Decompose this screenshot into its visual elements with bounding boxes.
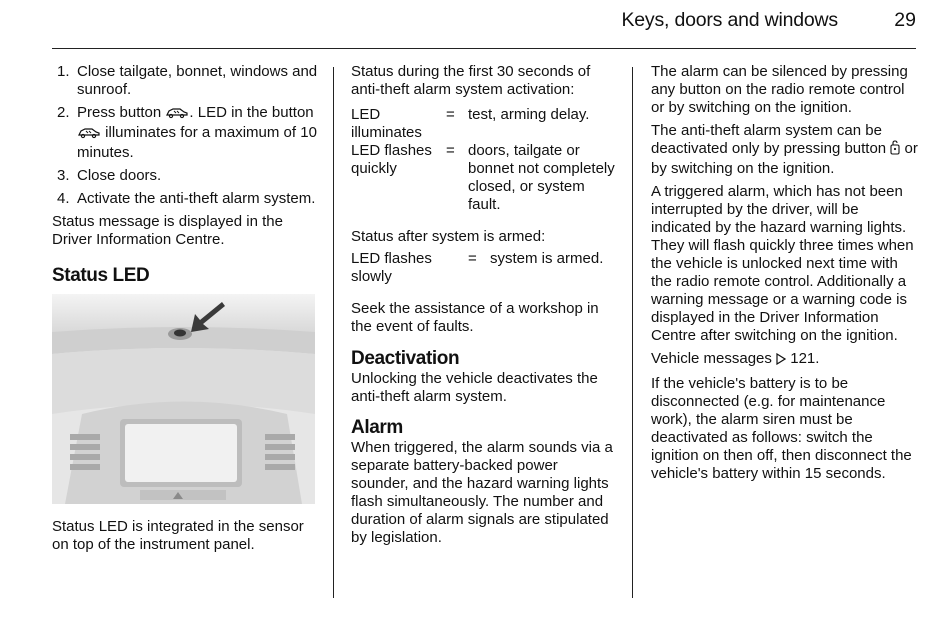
step-text-mid: . LED in the button [189, 104, 314, 121]
status-value: doors, tailgate or bonnet not completely closed, or system fault. [468, 142, 615, 213]
step-number: 3. [57, 167, 70, 184]
alarm-text: When triggered, the alarm sounds via a separate battery-backed power sounder, and the hazard warning lights flash simultaneously. The number and duration of alarm signals are stipulated by legislation. [351, 439, 613, 546]
deactivate-text-post: or by switching on the ignition. [651, 140, 918, 177]
deactivate-text [651, 122, 919, 178]
status-value: test, arming delay. [468, 106, 590, 123]
vehicle-messages-ref [651, 350, 919, 370]
step-text-pre: Press button [77, 104, 162, 121]
status-equals: = [446, 142, 455, 159]
header-rule [52, 48, 916, 49]
step-text-post: illuminates for a maximum of 10 minutes. [77, 124, 317, 161]
step-text: Activate the anti-theft alarm system. [77, 190, 316, 207]
page-number: 29 [894, 9, 916, 31]
status-equals: = [446, 106, 455, 123]
step-text: Close tailgate, bonnet, windows and sunroof. [77, 63, 318, 98]
section-title: Keys, doors and windows [621, 9, 838, 31]
deactivate-text-pre: The anti-theft alarm system can be deactivated only by pressing button [651, 122, 887, 157]
figure-caption: Status LED is integrated in the sensor on top of the instrument panel. [52, 518, 304, 553]
dashboard-photo [52, 294, 315, 504]
step-number: 4. [57, 190, 70, 207]
triangle-arrow-icon [776, 352, 786, 370]
status-led-heading: Status LED [52, 265, 150, 286]
column-1 [52, 63, 318, 559]
deactivation-heading: Deactivation [351, 348, 460, 369]
activation-intro: Status during the first 30 seconds of anti-theft alarm system activation: [351, 63, 591, 98]
status-key: LED flashes quickly [351, 142, 432, 177]
status-message-text: Status message is displayed in the Driver Information Centre. [52, 213, 283, 248]
armed-intro: Status after system is armed: [351, 228, 546, 245]
car-alarm-icon [77, 126, 101, 144]
armed-status-table [351, 250, 603, 286]
list-item [57, 63, 318, 99]
status-equals: = [468, 250, 477, 267]
alarm-heading: Alarm [351, 417, 403, 438]
step-text: Close doors. [77, 167, 162, 184]
list-item [57, 190, 318, 208]
column-divider [333, 67, 334, 598]
status-value: system is armed. [490, 250, 604, 267]
deactivation-text: Unlocking the vehicle deactivates the anti-theft alarm system. [351, 370, 598, 405]
steps-list [52, 63, 318, 208]
table-row [351, 250, 603, 286]
column-divider [632, 67, 633, 598]
column-2 [351, 63, 619, 552]
key-unlock-icon [890, 140, 900, 160]
status-key: LED illuminates [351, 106, 422, 141]
table-row [351, 106, 619, 142]
vehicle-messages-pre: Vehicle messages [651, 350, 772, 367]
activation-status-table [351, 106, 619, 214]
workshop-text: Seek the assistance of a workshop in the event of faults. [351, 300, 599, 335]
column-3 [651, 63, 919, 488]
battery-text: If the vehicle's battery is to be disconnected (e.g. for maintenance work), the alarm siren must be deactivated as follows: switch the ignition on then off, then disconnect the vehicle's battery within 15 seconds. [651, 375, 912, 482]
step-number: 1. [57, 63, 70, 80]
silence-text: The alarm can be silenced by pressing any button on the radio remote control or by switching on the ignition. [651, 63, 908, 116]
status-key: LED flashes slowly [351, 250, 432, 285]
table-row [351, 142, 619, 214]
step-number: 2. [57, 104, 70, 121]
list-item [57, 167, 318, 185]
page-header [0, 0, 950, 50]
vehicle-messages-page: 121. [790, 350, 820, 367]
triggered-alarm-text: A triggered alarm, which has not been interrupted by the driver, will be indicated by the hazard warning lights. They will flash quickly three times when the vehicle is unlocked next time with the radio remote control. Additionally a warning message or a warning code is displayed in the Driver Information Centre after switching on the ignition. [651, 183, 914, 344]
car-alarm-icon [165, 106, 189, 124]
list-item [57, 104, 318, 162]
